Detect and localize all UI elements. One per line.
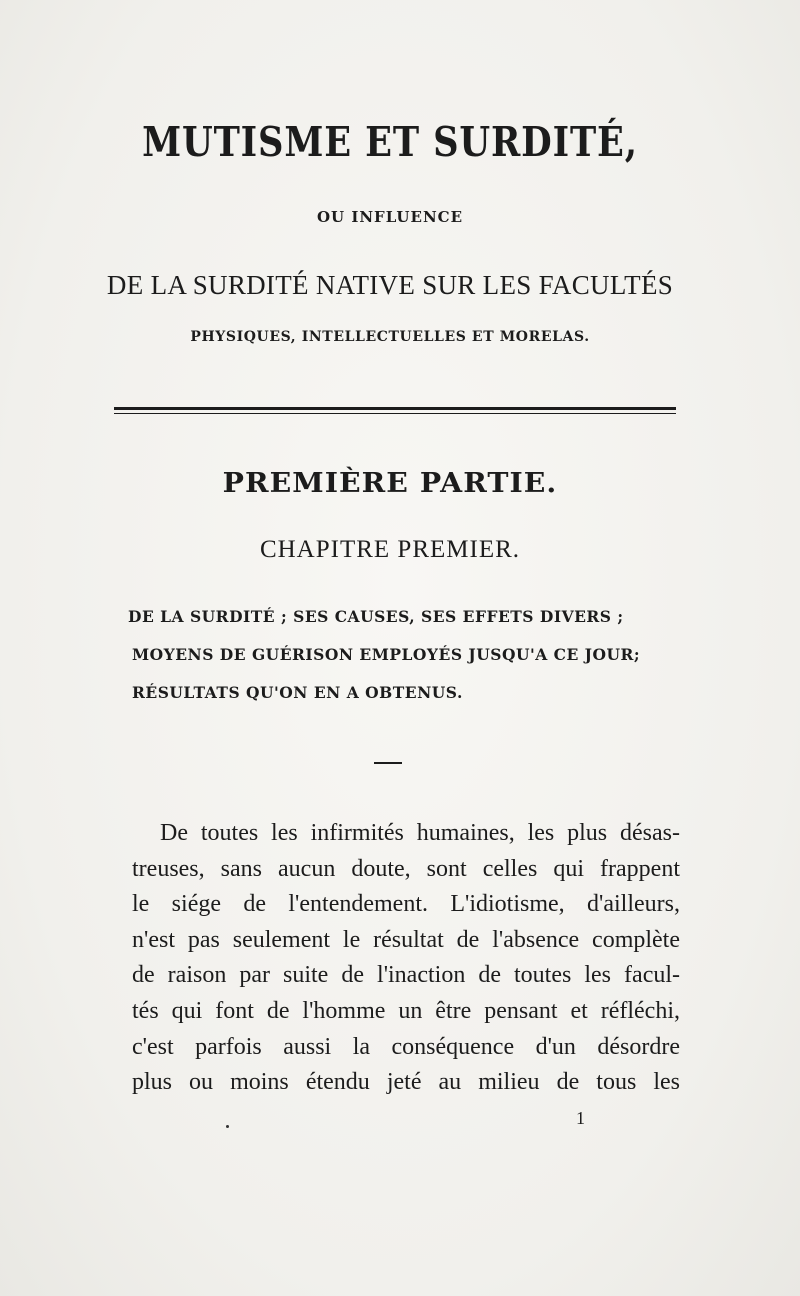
- section-separator: [374, 762, 402, 764]
- part-heading: PREMIÈRE PARTIE.: [222, 468, 558, 499]
- signature-mark: [226, 1125, 229, 1128]
- book-subtitle-continued: PHYSIQUES, INTELLECTUELLES ET MORELAS.: [190, 329, 590, 345]
- chapter-summary: [128, 598, 680, 712]
- book-title: MUTISME ET SURDITÉ,: [142, 118, 638, 166]
- chapter-heading: CHAPITRE PREMIER.: [259, 536, 521, 563]
- body-line: De toutes les infirmités humaines, les plus désas-: [160, 820, 680, 846]
- page-number: 1: [576, 1108, 585, 1128]
- body-line: tés qui font de l'homme un être pensant et réfléchi,: [132, 997, 680, 1024]
- title-connector: OU INFLUENCE: [316, 208, 464, 226]
- body-line: plus ou moins étendu jeté au milieu de tous les: [132, 1069, 680, 1096]
- book-subtitle: DE LA SURDITÉ NATIVE SUR LES FACULTÉS: [106, 270, 674, 300]
- body-line: n'est pas seulement le résultat de l'absence complète: [132, 926, 680, 953]
- body-paragraph: [132, 816, 680, 1101]
- double-rule-thick: [114, 407, 676, 410]
- chapter-summary-line: RÉSULTATS QU'ON EN A OBTENUS.: [132, 683, 463, 702]
- body-line: de raison par suite de l'inaction de toutes les facul-: [132, 962, 680, 989]
- double-rule-thin: [114, 413, 676, 414]
- body-line: treuses, sans aucun doute, sont celles qui frappent: [132, 855, 680, 882]
- chapter-summary-line: DE LA SURDITÉ ; SES CAUSES, SES EFFETS DIVERS ;: [128, 607, 624, 626]
- chapter-summary-line: MOYENS DE GUÉRISON EMPLOYÉS JUSQU'A CE JOUR;: [132, 645, 641, 664]
- body-line: le siége de l'entendement. L'idiotisme, d'ailleurs,: [132, 891, 680, 918]
- body-line: c'est parfois aussi la conséquence d'un désordre: [132, 1033, 680, 1060]
